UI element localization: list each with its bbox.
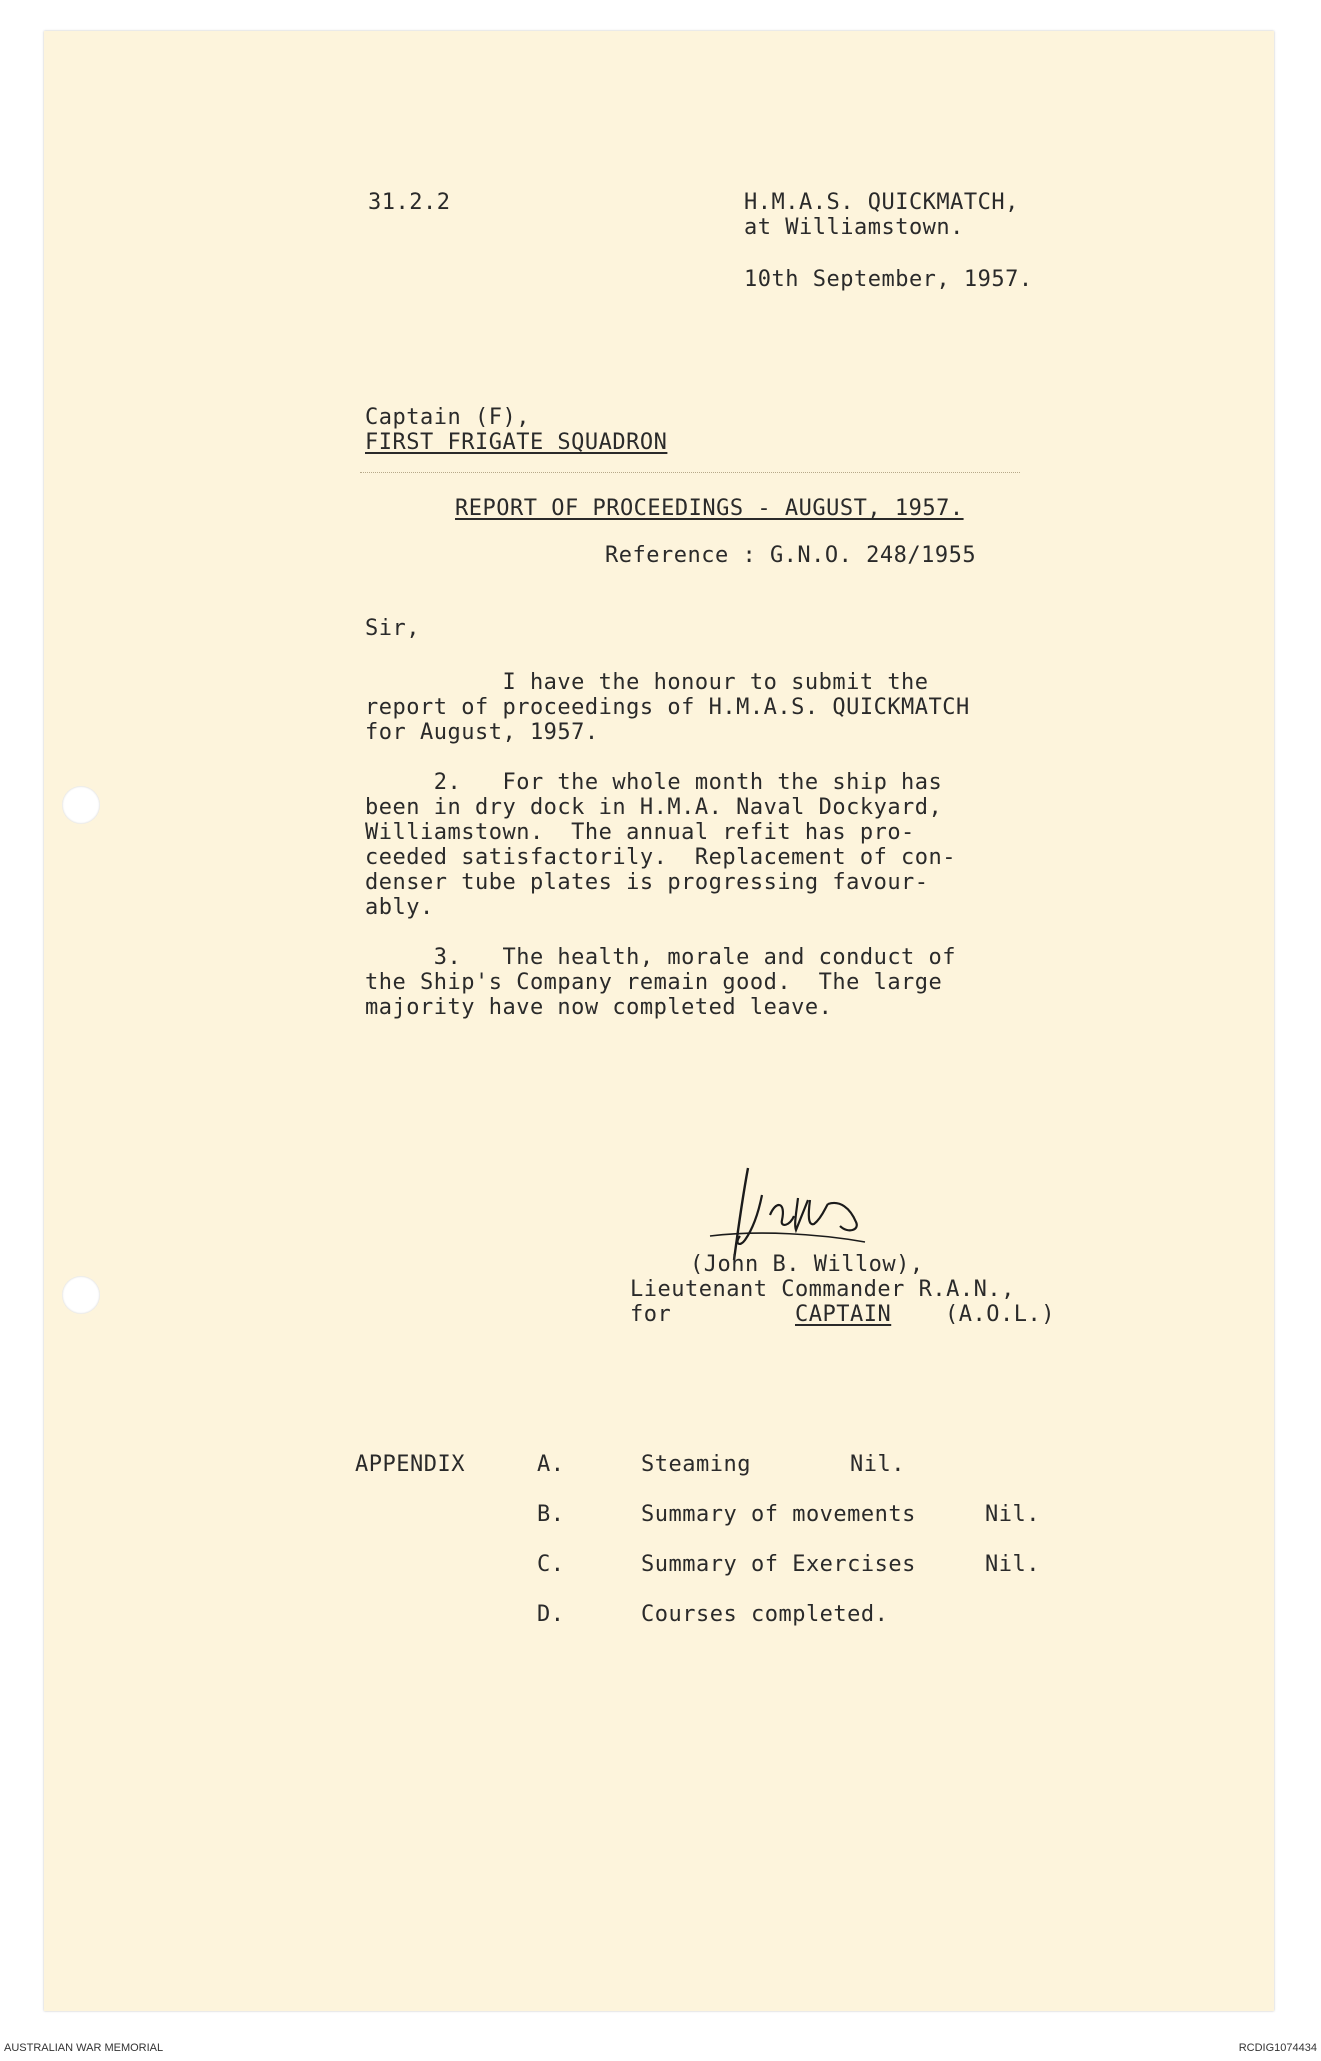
- appendix-letter: A.: [537, 1452, 565, 1477]
- paragraph-line: 2. For the whole month the ship has: [365, 770, 943, 795]
- paragraph-line: majority have now completed leave.: [365, 995, 833, 1020]
- appendix-value: Nil.: [985, 1502, 1040, 1527]
- paragraph-line: ably.: [365, 895, 434, 920]
- appendix-title: Summary of movements: [641, 1502, 916, 1527]
- footer-record-id: RCDIG1074434: [1238, 2042, 1317, 2054]
- appendix-letter: C.: [537, 1552, 565, 1577]
- ship-name: H.M.A.S. QUICKMATCH,: [744, 190, 1019, 215]
- paragraph-line: Williamstown. The annual refit has pro-: [365, 820, 915, 845]
- file-reference: 31.2.2: [368, 190, 451, 215]
- appendix-value: Nil.: [850, 1452, 905, 1477]
- report-title: REPORT OF PROCEEDINGS - AUGUST, 1957.: [455, 496, 964, 521]
- paragraph-line: report of proceedings of H.M.A.S. QUICKMATCH: [365, 695, 970, 720]
- paragraph-line: ceeded satisfactorily. Replacement of con-: [365, 845, 957, 870]
- addressee-title: Captain (F),: [365, 405, 530, 430]
- punch-hole-bottom: [62, 1276, 100, 1314]
- paragraph-line: 3. The health, morale and conduct of: [365, 945, 957, 970]
- appendix-title: Steaming: [641, 1452, 751, 1477]
- captain-label: CAPTAIN: [795, 1302, 892, 1327]
- captain-suffix: (A.O.L.): [945, 1302, 1055, 1327]
- salutation: Sir,: [365, 616, 420, 641]
- paragraph-line: for August, 1957.: [365, 720, 599, 745]
- for-label: for: [630, 1302, 672, 1327]
- document-sheet: [44, 31, 1274, 2011]
- footer-archive: AUSTRALIAN WAR MEMORIAL: [4, 2042, 164, 2054]
- signatory-rank: Lieutenant Commander R.A.N.,: [630, 1277, 1015, 1302]
- appendix-letter: D.: [537, 1602, 565, 1627]
- signatory-name: (John B. Willow),: [690, 1252, 924, 1277]
- appendix-title: Summary of Exercises: [641, 1552, 916, 1577]
- addressee-unit: FIRST FRIGATE SQUADRON: [365, 430, 668, 455]
- punch-hole-top: [62, 786, 100, 824]
- appendix-value: Nil.: [985, 1552, 1040, 1577]
- divider-line: [360, 472, 1020, 473]
- paragraph-line: been in dry dock in H.M.A. Naval Dockyard,: [365, 795, 943, 820]
- appendix-letter: B.: [537, 1502, 565, 1527]
- paragraph-line: I have the honour to submit the: [365, 670, 929, 695]
- report-reference: Reference : G.N.O. 248/1955: [605, 543, 977, 568]
- appendix-title: Courses completed.: [641, 1602, 889, 1627]
- paragraph-line: denser tube plates is progressing favour-: [365, 870, 929, 895]
- paragraph-line: the Ship's Company remain good. The large: [365, 970, 943, 995]
- letter-date: 10th September, 1957.: [744, 267, 1033, 292]
- appendix-label: APPENDIX: [355, 1452, 465, 1477]
- ship-location: at Williamstown.: [744, 215, 964, 240]
